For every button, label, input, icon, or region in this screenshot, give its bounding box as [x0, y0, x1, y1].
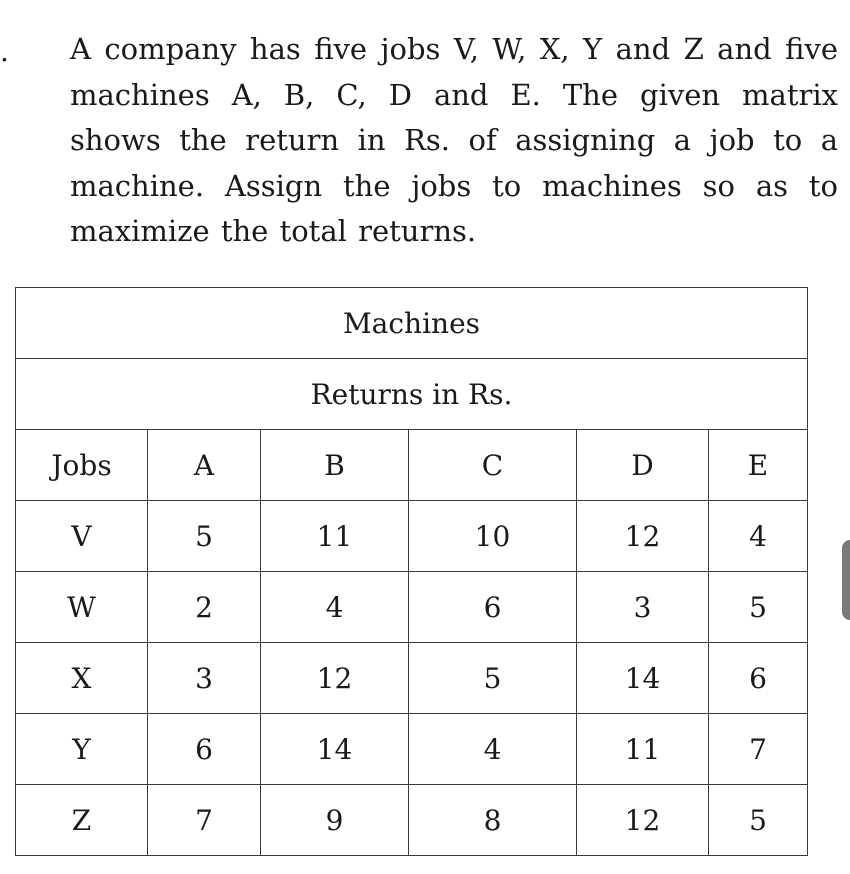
row-header-label: Jobs	[16, 430, 148, 501]
question-text: A company has five jobs V, W, X, Y and Z and five machines A, B, C, D and E. The given matrix shows the return in Rs. of assigning a job to a machine. Assign the jobs to machines so as to maximize the total returns.	[70, 32, 838, 248]
table-cell: 6	[409, 572, 577, 643]
returns-table	[15, 287, 808, 856]
table-cell: 4	[409, 714, 577, 785]
table-cell: 14	[577, 643, 709, 714]
table-cell: 3	[148, 643, 261, 714]
table-cell: 6	[148, 714, 261, 785]
table-cell: 11	[577, 714, 709, 785]
table-cell: 5	[709, 785, 808, 856]
table-row	[16, 714, 808, 785]
table-cell: 7	[148, 785, 261, 856]
table-cell: 5	[709, 572, 808, 643]
table-cell: 12	[577, 785, 709, 856]
table-cell: 10	[409, 501, 577, 572]
table-subtitle: Returns in Rs.	[16, 359, 808, 430]
table-cell: 5	[148, 501, 261, 572]
table-cell: 5	[409, 643, 577, 714]
table-cell: 12	[261, 643, 409, 714]
job-label: W	[16, 572, 148, 643]
job-label: Y	[16, 714, 148, 785]
table-row	[16, 572, 808, 643]
job-label: V	[16, 501, 148, 572]
table-title-row	[16, 288, 808, 359]
table-cell: 8	[409, 785, 577, 856]
side-scroll-handle[interactable]	[842, 540, 850, 620]
column-header: A	[148, 430, 261, 501]
job-label: X	[16, 643, 148, 714]
table-cell: 4	[709, 501, 808, 572]
table-cell: 12	[577, 501, 709, 572]
table-cell: 9	[261, 785, 409, 856]
column-header-row	[16, 430, 808, 501]
question-number: .	[0, 35, 9, 68]
table-cell: 3	[577, 572, 709, 643]
table-subtitle-row	[16, 359, 808, 430]
column-header: E	[709, 430, 808, 501]
table-cell: 4	[261, 572, 409, 643]
table-cell: 11	[261, 501, 409, 572]
table-row	[16, 785, 808, 856]
table-cell: 6	[709, 643, 808, 714]
column-header: D	[577, 430, 709, 501]
column-header: C	[409, 430, 577, 501]
column-header: B	[261, 430, 409, 501]
table-title: Machines	[16, 288, 808, 359]
table-row	[16, 643, 808, 714]
job-label: Z	[16, 785, 148, 856]
table-cell: 2	[148, 572, 261, 643]
table-row	[16, 501, 808, 572]
table-cell: 7	[709, 714, 808, 785]
table-cell: 14	[261, 714, 409, 785]
